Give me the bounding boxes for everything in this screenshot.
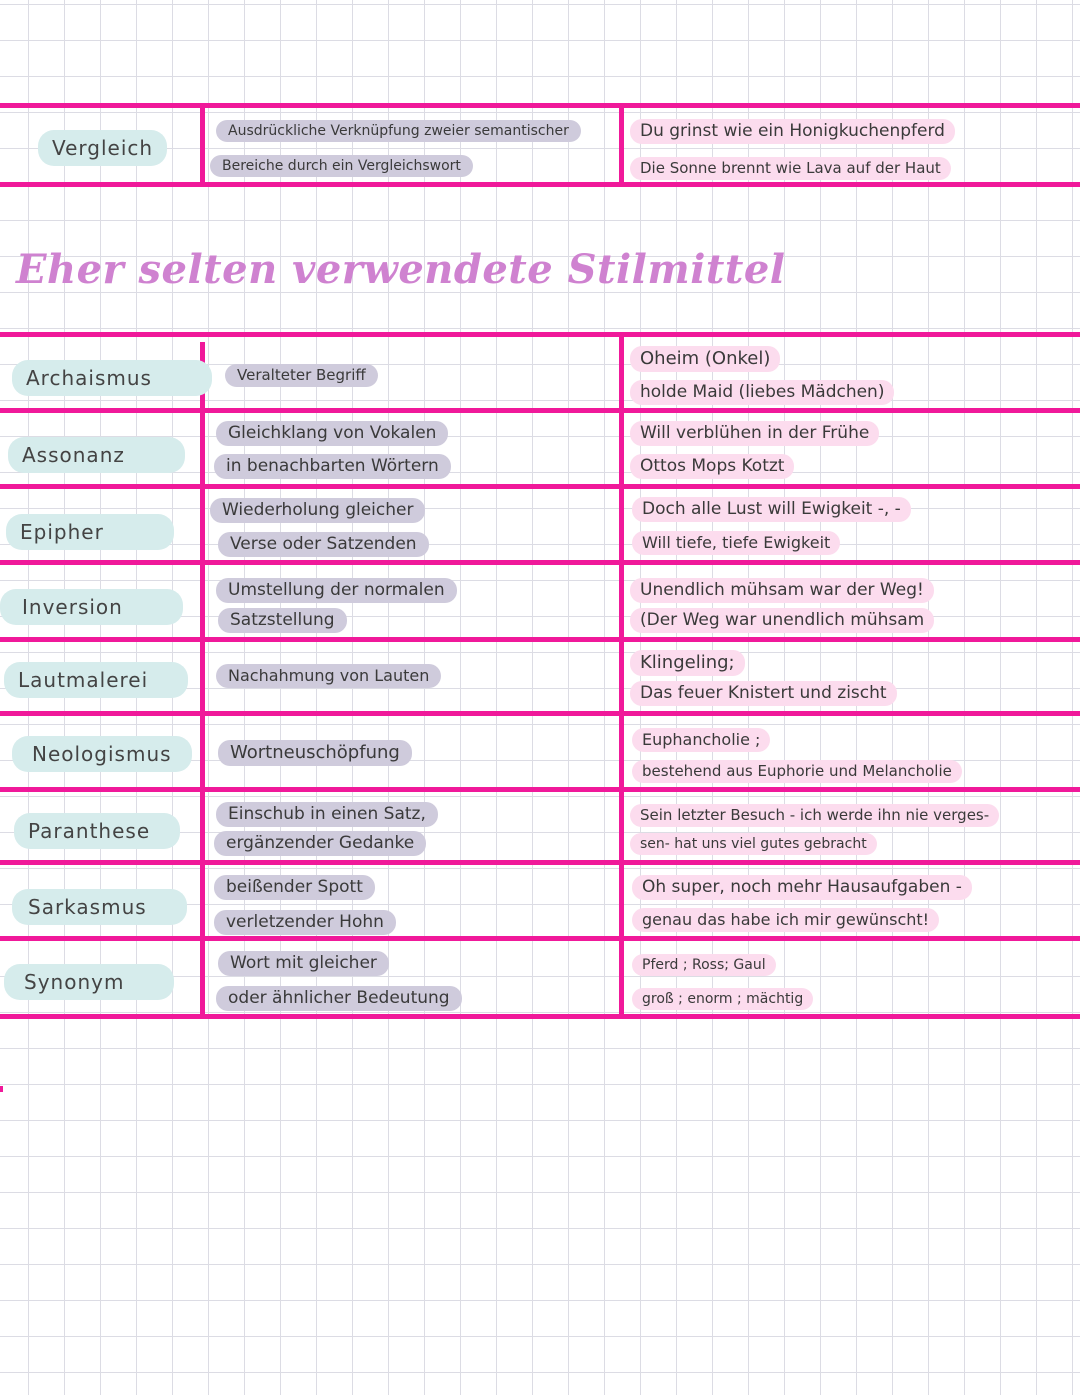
definition-line: verletzender Hohn bbox=[214, 910, 396, 935]
term-label: Inversion bbox=[0, 589, 183, 625]
example-line: (Der Weg war unendlich mühsam bbox=[630, 608, 934, 633]
term-label: Assonanz bbox=[8, 437, 185, 473]
example-line: Will verblühen in der Frühe bbox=[630, 421, 879, 446]
definition-line: Umstellung der normalen bbox=[216, 578, 457, 603]
example-line: Du grinst wie ein Honigkuchenpferd bbox=[630, 119, 955, 144]
example-line: Klingeling; bbox=[630, 650, 745, 676]
column-divider bbox=[619, 337, 624, 1016]
table-rule bbox=[0, 332, 1080, 337]
column-divider bbox=[200, 108, 205, 182]
definition-line: Verse oder Satzenden bbox=[218, 532, 429, 557]
example-line: groß ; enorm ; mächtig bbox=[632, 988, 813, 1010]
table-rule bbox=[0, 182, 1080, 187]
definition-line: in benachbarten Wörtern bbox=[214, 454, 451, 479]
definition-line: oder ähnlicher Bedeutung bbox=[216, 986, 462, 1011]
example-line: Sein letzter Besuch - ich werde ihn nie verges- bbox=[630, 804, 999, 827]
term-label: Lautmalerei bbox=[4, 662, 188, 698]
term-label: Synonym bbox=[4, 964, 174, 1000]
example-line: Die Sonne brennt wie Lava auf der Haut bbox=[630, 157, 951, 180]
definition-line: Ausdrückliche Verknüpfung zweier semantischer bbox=[216, 120, 581, 142]
example-line: bestehend aus Euphorie und Melancholie bbox=[632, 760, 962, 783]
definition-line: Satzstellung bbox=[218, 608, 347, 633]
example-line: holde Maid (liebes Mädchen) bbox=[630, 380, 894, 405]
example-line: sen- hat uns viel gutes gebracht bbox=[630, 833, 877, 855]
example-line: Oheim (Onkel) bbox=[630, 346, 780, 372]
definition-line: ergänzender Gedanke bbox=[214, 831, 426, 856]
definition-line: Bereiche durch ein Vergleichswort bbox=[210, 155, 473, 177]
term-label: Neologismus bbox=[12, 736, 192, 772]
term-label: Sarkasmus bbox=[12, 889, 187, 925]
example-line: genau das habe ich mir gewünscht! bbox=[632, 908, 939, 932]
example-line: Will tiefe, tiefe Ewigkeit bbox=[632, 531, 840, 555]
term-label: Epipher bbox=[6, 514, 174, 550]
example-line: Doch alle Lust will Ewigkeit -, - bbox=[632, 497, 911, 522]
definition-line: Einschub in einen Satz, bbox=[216, 802, 438, 827]
table-rule bbox=[0, 787, 1080, 792]
column-divider bbox=[200, 342, 205, 1016]
table-rule bbox=[0, 103, 1080, 108]
definition-line: beißender Spott bbox=[214, 875, 375, 900]
column-divider bbox=[619, 108, 624, 182]
example-line: Pferd ; Ross; Gaul bbox=[632, 954, 776, 976]
term-label: Archaismus bbox=[12, 360, 212, 396]
table-rule bbox=[0, 484, 1080, 489]
definition-line: Veralteter Begriff bbox=[225, 364, 378, 387]
section-heading: Eher selten verwendete Stilmittel bbox=[16, 246, 786, 293]
example-line: Ottos Mops Kotzt bbox=[630, 454, 794, 479]
table-rule bbox=[0, 637, 1080, 642]
table-rule bbox=[0, 711, 1080, 716]
table-rule bbox=[0, 560, 1080, 565]
definition-line: Nachahmung von Lauten bbox=[216, 664, 441, 688]
term-label: Paranthese bbox=[14, 813, 180, 849]
margin-mark bbox=[0, 1086, 3, 1092]
example-line: Oh super, noch mehr Hausaufgaben - bbox=[632, 875, 972, 900]
definition-line: Wiederholung gleicher bbox=[210, 498, 425, 523]
definition-line: Wort mit gleicher bbox=[218, 951, 389, 976]
definition-line: Gleichklang von Vokalen bbox=[216, 421, 448, 446]
term-label: Vergleich bbox=[38, 130, 167, 166]
table-rule bbox=[0, 408, 1080, 413]
table-rule bbox=[0, 1014, 1080, 1019]
example-line: Unendlich mühsam war der Weg! bbox=[630, 578, 934, 603]
table-rule bbox=[0, 936, 1080, 941]
definition-line: Wortneuschöpfung bbox=[218, 740, 412, 766]
table-rule bbox=[0, 860, 1080, 865]
example-line: Euphancholie ; bbox=[632, 728, 770, 752]
example-line: Das feuer Knistert und zischt bbox=[630, 681, 897, 706]
